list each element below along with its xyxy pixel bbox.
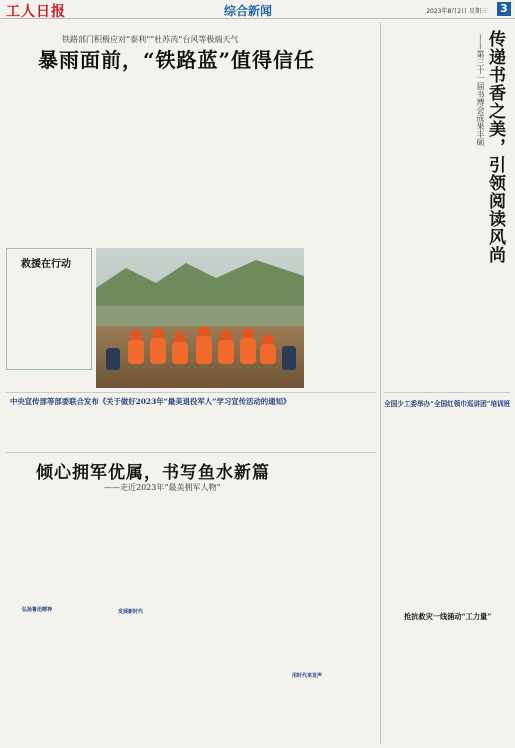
- feature2-col-4: [288, 500, 376, 744]
- book-fair-headline: 传递书香之美，引领阅读风尚: [485, 30, 505, 264]
- flood-rescue-image: [96, 248, 304, 388]
- feature2-subtitle: ——走近2023年“最美拥军人物”: [104, 483, 221, 492]
- divider-feature2: [6, 452, 376, 453]
- page-number: 3: [497, 2, 511, 16]
- notice-body-col-2: [130, 408, 248, 448]
- notice-headline: 中央宣传部等部委联合发布《关于做好2023年“最美退役军人”学习宣传活动的通知》: [10, 397, 291, 406]
- masthead: [0, 0, 515, 19]
- divider-notice-top: [6, 392, 376, 393]
- issue-date: 2023年8月2日 星期三: [426, 8, 487, 15]
- feature2-headline: 倾心拥军优属，书写鱼水新篇: [36, 463, 270, 483]
- lead-body-col-2: [100, 70, 186, 245]
- feature2-col-1: [6, 500, 96, 744]
- feature2-col-2: [100, 500, 190, 744]
- small-story-headline: 抢抗救灾一线涌动“工力量”: [404, 612, 492, 621]
- lead-body-col-3: [190, 70, 282, 245]
- commentary-box: [6, 248, 92, 370]
- lead-headline: 暴雨面前，“铁路蓝”值得信任: [38, 48, 316, 72]
- book-fair-body-col-b: [384, 250, 510, 365]
- side-story-headline: 全国少工委举办“全国红领巾巡讲团”培训班: [384, 400, 510, 408]
- notice-body-col-3: [254, 408, 376, 448]
- commentary-title: 救援在行动: [21, 259, 71, 270]
- lead-body-col-1: [6, 70, 90, 245]
- side-story-body: [384, 412, 510, 612]
- small-story-body: [384, 626, 510, 744]
- flood-rescue-photo: [96, 248, 304, 388]
- subhead-a: 弘扬鲁迅精神: [22, 607, 53, 613]
- subhead-c: 用时代来发声: [292, 673, 323, 679]
- section-title: 综合新闻: [224, 4, 273, 18]
- lead-kicker: 铁路部门积极应对“泰利”“杜苏芮”台风等极端天气: [62, 35, 239, 44]
- notice-body-col-1: [6, 408, 124, 448]
- newspaper-logo: 工人日报: [6, 4, 66, 20]
- column-divider: [380, 22, 381, 744]
- feature2-col-3: [194, 500, 284, 744]
- subhead-b: 发展新时代: [118, 609, 144, 615]
- photo-side-text: [308, 248, 376, 388]
- divider-side-top: [384, 392, 510, 393]
- lead-body-col-4: [286, 70, 376, 245]
- book-fair-subtitle: ——第三十一届书博会成果丰硕: [476, 34, 485, 146]
